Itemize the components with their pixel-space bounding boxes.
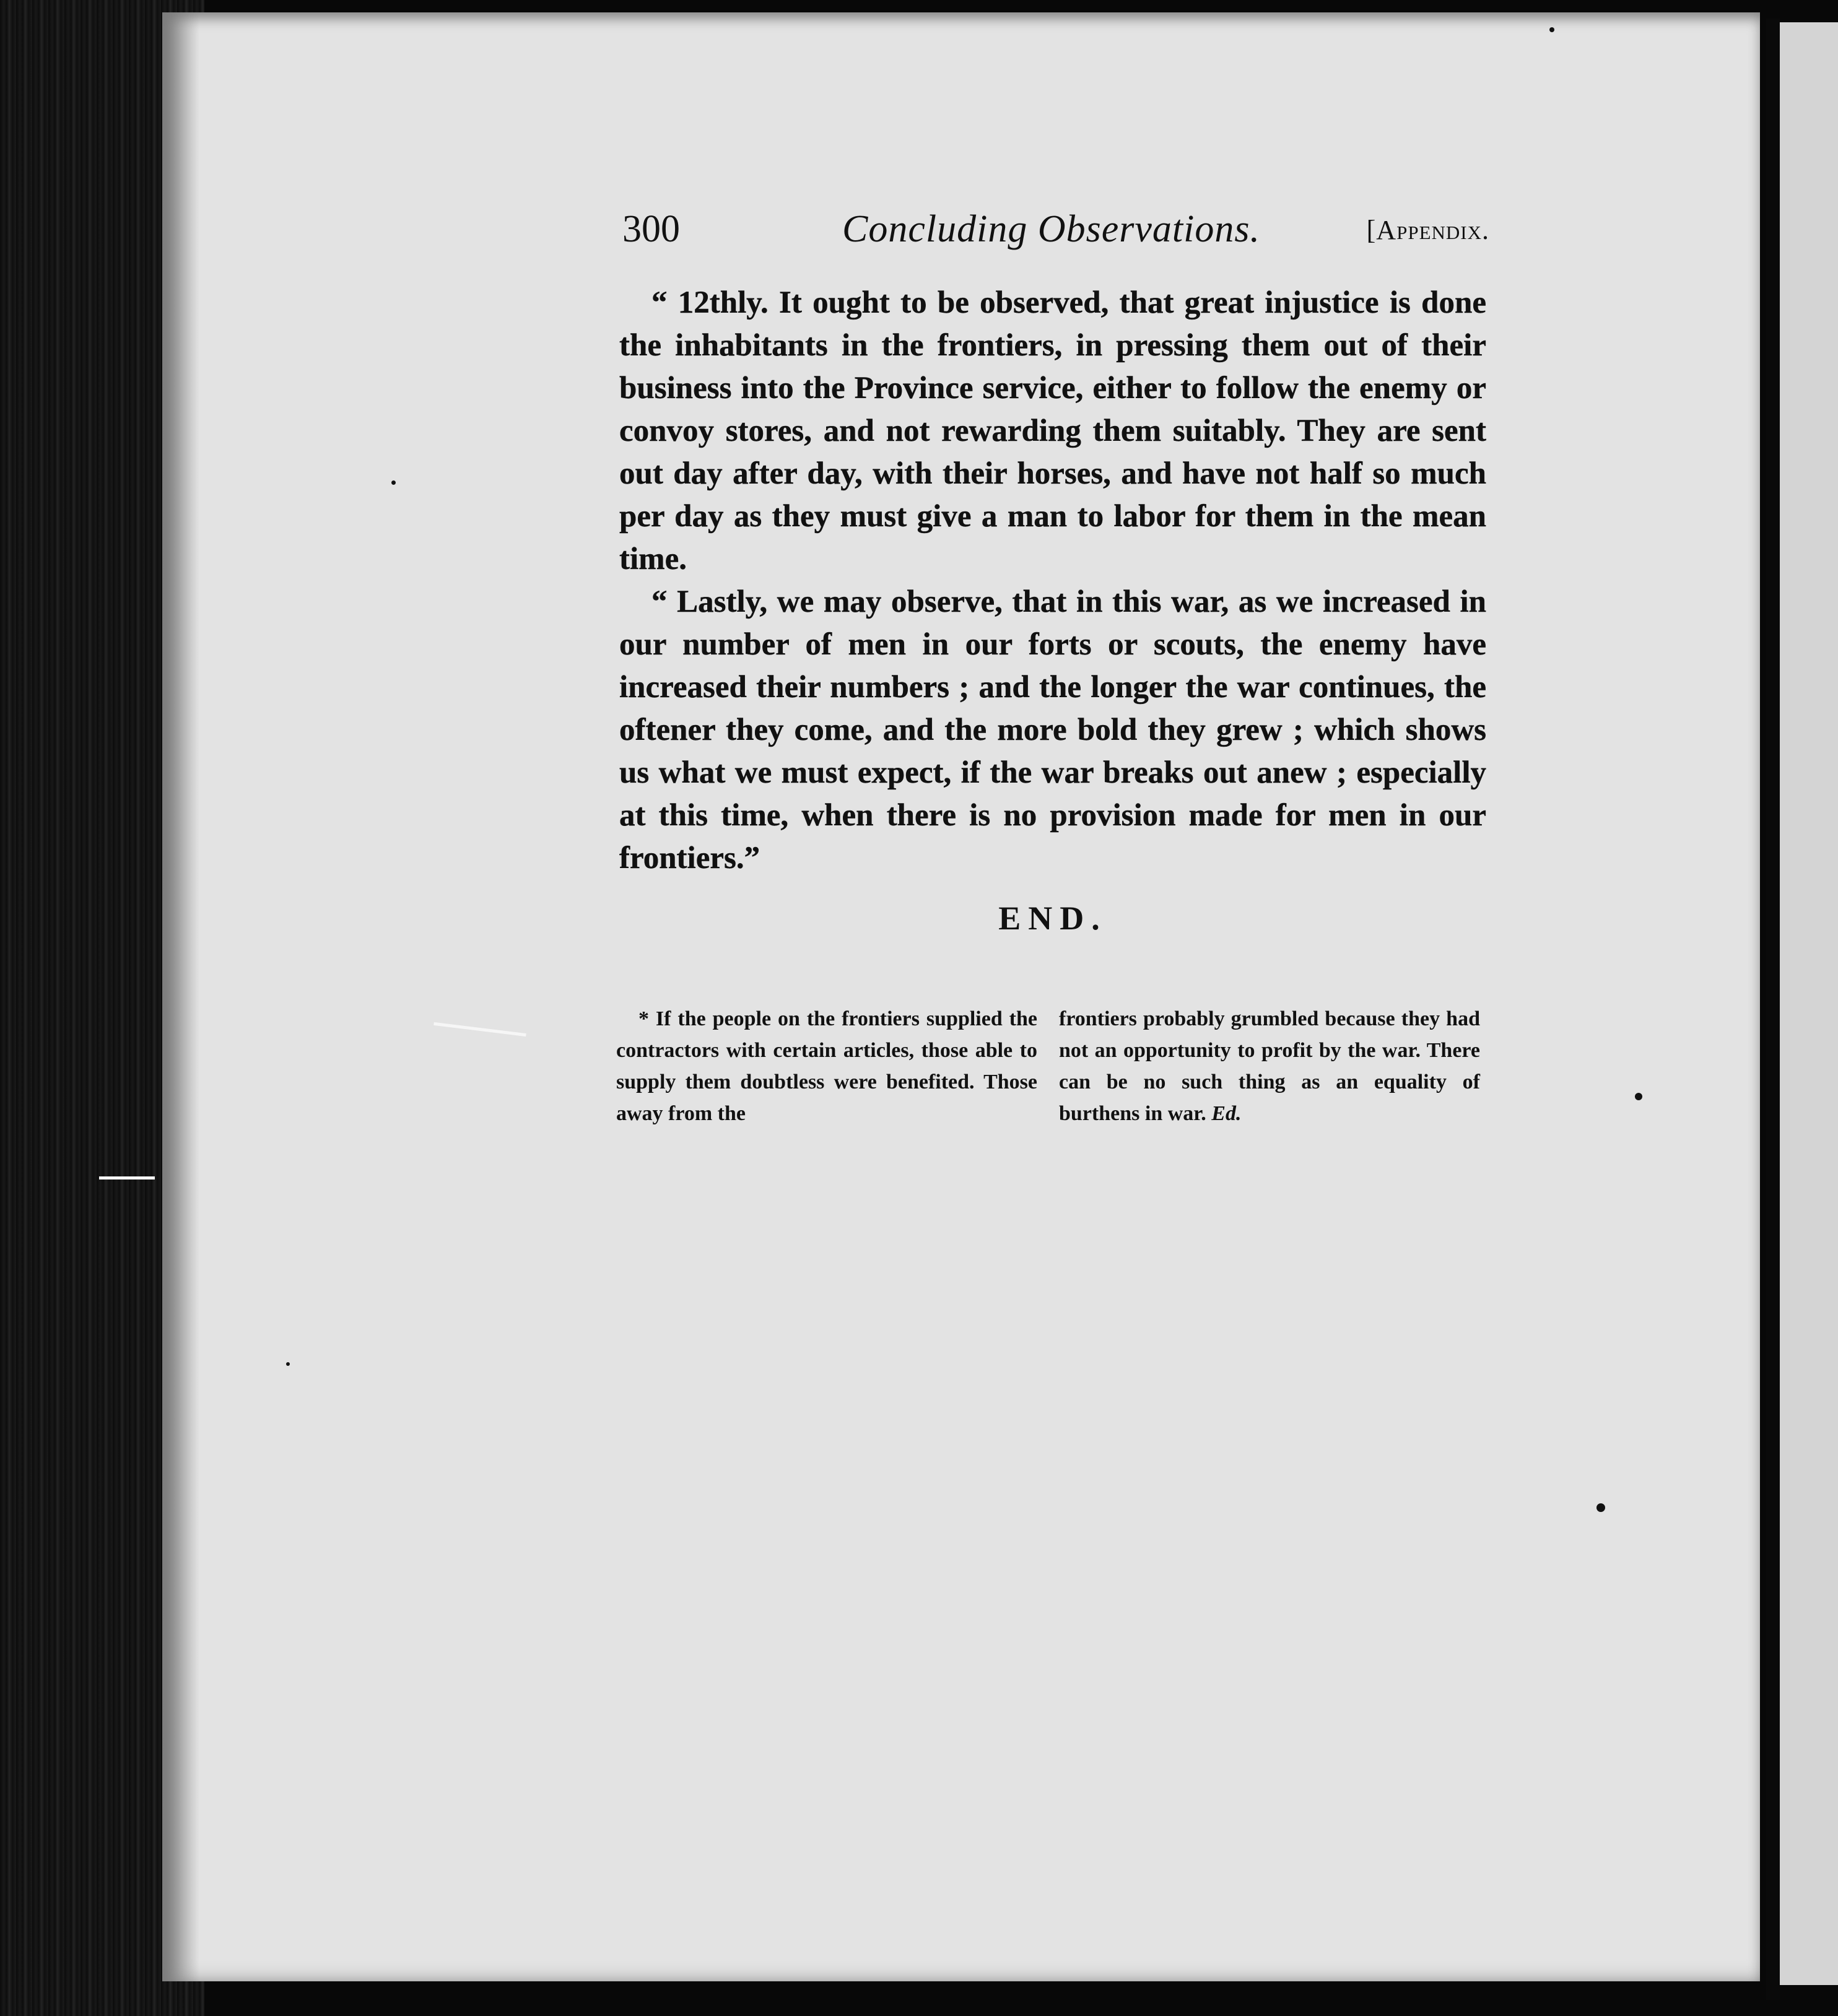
scan-speck: [1596, 1503, 1605, 1512]
section-label: [Appendix.: [1366, 215, 1489, 245]
scan-speck: [1549, 27, 1554, 32]
page-header: [622, 204, 1489, 260]
adjacent-page-edge: [1780, 22, 1838, 1985]
body-text: [619, 282, 1486, 880]
page-gutter-shadow: [162, 12, 199, 1981]
editor-signature: Ed.: [1211, 1102, 1242, 1125]
scan-speck: [286, 1362, 290, 1366]
running-title: Concluding Observations.: [842, 208, 1260, 250]
paragraph-lastly: “ Lastly, we may observe, that in this war, as we increased in our number of men in our forts or scouts, the enemy have increased their numbers ; and the longer the war continues, the oftener they come, and the more bold they grew ; which shows us what we must expect, if the war breaks out anew ; especially at this time, when there is no provision made for men in our frontiers.”: [619, 584, 1486, 875]
scan-scratch: [99, 1176, 155, 1180]
scan-speck: [1635, 1093, 1642, 1100]
scan-speck: [391, 480, 396, 485]
footnote-left-column: * If the people on the frontiers supplied the contractors with certain articles, those able to supply them doubtless were benefited. Those away from the: [616, 1007, 1037, 1125]
end-mark: END.: [998, 900, 1107, 937]
right-page-border: [1766, 19, 1780, 2000]
footnote-right-column: [1059, 1003, 1480, 1129]
page-number: 300: [622, 208, 680, 250]
paragraph-twelfthly: “ 12thly. It ought to be observed, that great injustice is done the inhabitants in the frontiers, in pressing them out of their business into the Province service, either to follow the enemy or convoy stores, and not rewarding them suitably. They are sent out day after day, with their horses, and have not half so much per day as they must give a man to labor for them in the mean time.: [619, 285, 1486, 576]
footnote-right-text: frontiers probably grumbled because they had not an opportunity to profit by the war. There can be no such thing as an equality of burthens in war.: [1059, 1007, 1480, 1125]
